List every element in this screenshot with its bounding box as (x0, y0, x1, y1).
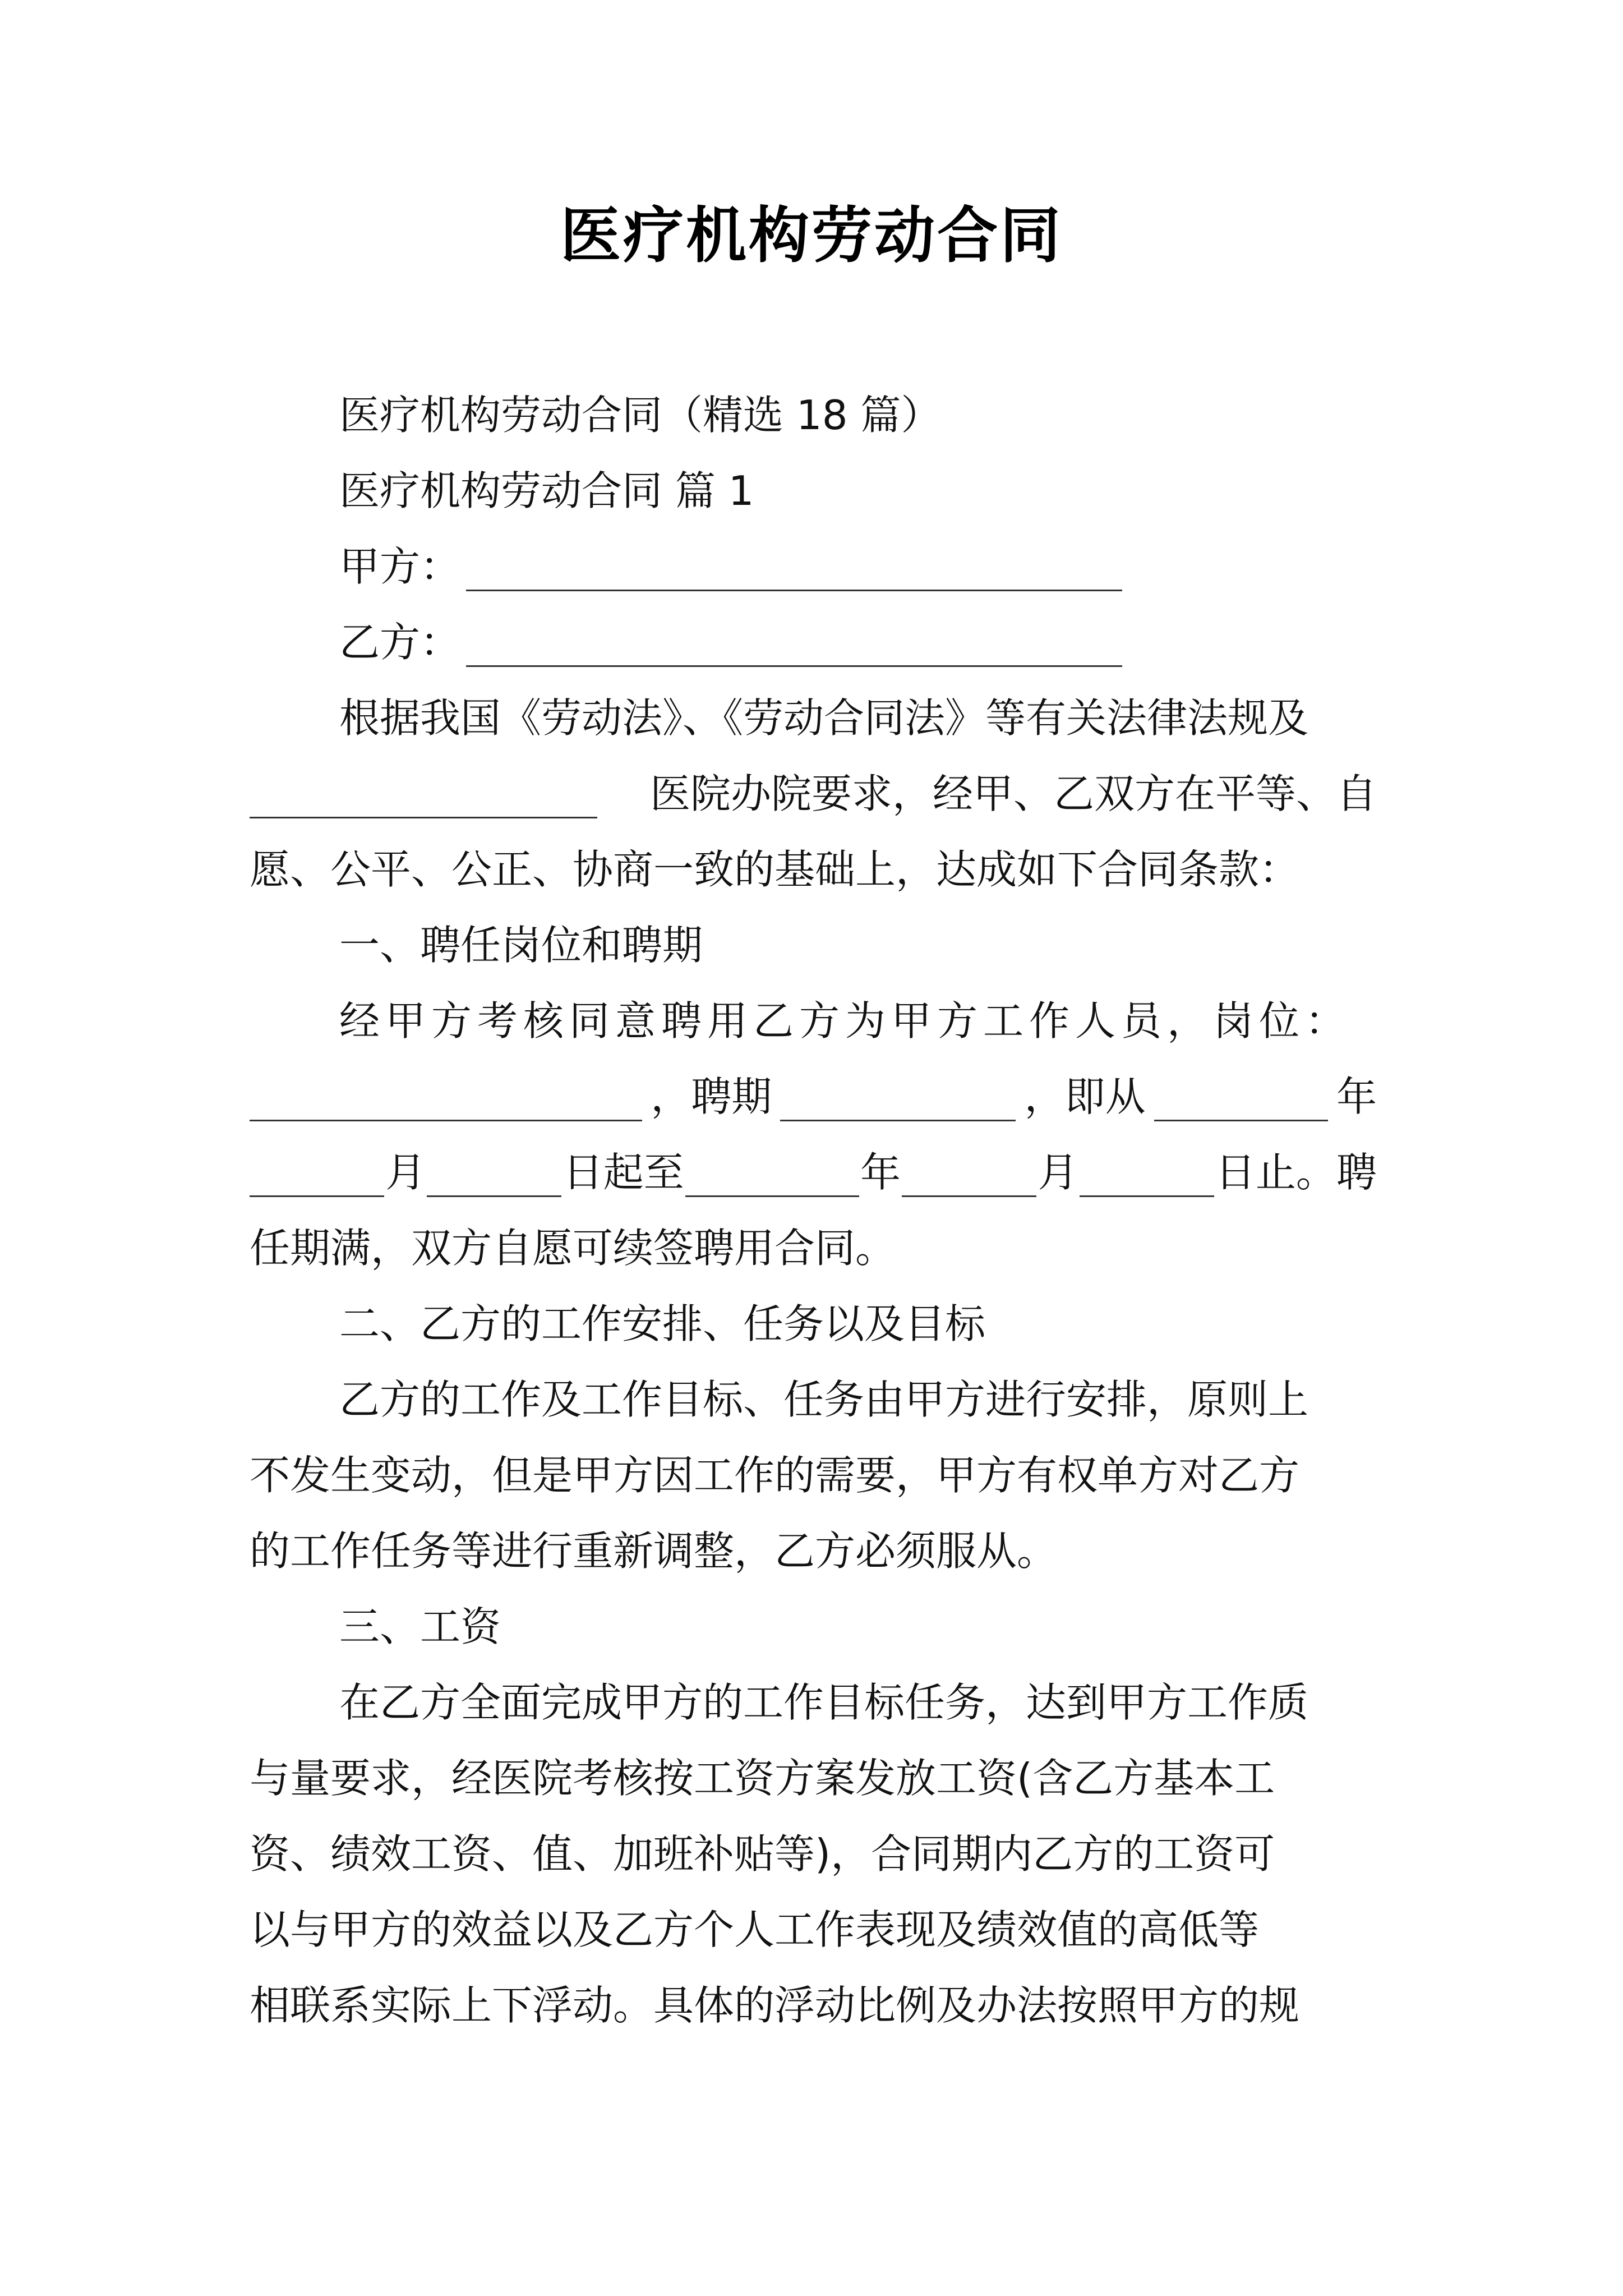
section-3-text-5: 相联系实际上下浮动。具体的浮动比例及办法按照甲方的规 (250, 1982, 1300, 2029)
start-day-blank[interactable] (427, 1148, 561, 1197)
end-year-blank[interactable] (685, 1148, 859, 1197)
section-2-heading-text: 二、乙方的工作安排、任务以及目标 (339, 1300, 986, 1347)
intro-line-1 (250, 679, 1377, 757)
section-3-line-4 (250, 1890, 1377, 1969)
section-1-heading-text: 一、聘任岗位和聘期 (339, 922, 703, 969)
section-3-heading (250, 1588, 1377, 1666)
section-3-text-3: 资、绩效工资、值、加班补贴等)，合同期内乙方的工资可 (250, 1830, 1275, 1878)
section-3-line-3 (250, 1815, 1377, 1893)
end-month-blank[interactable] (902, 1148, 1036, 1197)
section-3-line-2 (250, 1739, 1377, 1818)
intro-text-1: 根据我国《劳动法》、《劳动合同法》等有关法律法规及 (339, 694, 1309, 742)
section-3-text-1: 在乙方全面完成甲方的工作目标任务，达到甲方工作质 (339, 1679, 1309, 1726)
intro-line-3 (250, 830, 1377, 909)
section-2-text-1: 乙方的工作及工作目标、任务由甲方进行安排，原则上 (339, 1376, 1309, 1423)
end-day-blank[interactable] (1080, 1148, 1214, 1197)
party-b-row (250, 603, 1377, 682)
intro-text-3: 愿、公平、公正、协商一致的基础上，达成如下合同条款： (250, 846, 1300, 893)
section-1-text-4: 任期满，双方自愿可续签聘用合同。 (250, 1225, 896, 1272)
intro-line-2 (250, 754, 1377, 833)
section-3-line-5 (250, 1966, 1377, 2045)
section-1-heading (250, 906, 1377, 984)
section-3-text-2: 与量要求，经医院考核按工资方案发放工资(含乙方基本工 (250, 1755, 1275, 1802)
section-3-heading-text: 三、工资 (339, 1603, 501, 1650)
party-b-blank[interactable] (466, 618, 1122, 667)
end-label: 日止。聘 (1215, 1149, 1377, 1196)
section-2-text-3: 的工作任务等进行重新调整，乙方必须服从。 (250, 1527, 1058, 1575)
month-label-2: 月 (1038, 1149, 1078, 1196)
position-blank[interactable] (250, 1073, 642, 1121)
party-a-blank[interactable] (466, 542, 1122, 591)
hospital-name-blank[interactable] (250, 770, 597, 818)
chapter-text: 医疗机构劳动合同 篇 1 (339, 467, 754, 514)
section-2-line-2 (250, 1436, 1377, 1515)
term-label: ，聘期 (651, 1073, 772, 1120)
document-title: 医疗机构劳动合同 (560, 200, 1063, 271)
year-label-1: 年 (1336, 1073, 1377, 1120)
party-a-row (250, 527, 1377, 606)
intro-text-2: 医院办院要求，经甲、乙双方在平等、自 (649, 770, 1377, 817)
chapter-heading (250, 452, 1377, 530)
month-label-1: 月 (385, 1149, 426, 1196)
section-1-line-4 (250, 1209, 1377, 1287)
section-1-line-3 (250, 1133, 1377, 1212)
party-a-label: 甲方： (339, 543, 461, 590)
section-2-heading (250, 1285, 1377, 1363)
year-label-2: 年 (860, 1149, 901, 1196)
section-3-line-1 (250, 1663, 1377, 1742)
section-2-line-3 (250, 1512, 1377, 1590)
party-b-label: 乙方： (339, 619, 461, 666)
start-year-blank[interactable] (1154, 1073, 1328, 1121)
until-label: 日起至 (562, 1149, 684, 1196)
start-month-blank[interactable] (250, 1148, 384, 1197)
section-1-line-2 (250, 1057, 1377, 1136)
term-blank[interactable] (780, 1073, 1016, 1121)
section-2-text-2: 不发生变动，但是甲方因工作的需要，甲方有权单方对乙方 (250, 1452, 1300, 1499)
section-1-text-1: 经甲方考核同意聘用乙方为甲方工作人员，岗位： (339, 997, 1352, 1045)
subtitle-text: 医疗机构劳动合同（精选 18 篇） (339, 392, 942, 439)
section-3-text-4: 以与甲方的效益以及乙方个人工作表现及绩效值的高低等 (250, 1906, 1260, 1953)
section-2-line-1 (250, 1360, 1377, 1439)
section-1-line-1 (250, 982, 1377, 1060)
from-label: ，即从 (1024, 1073, 1146, 1120)
document-subtitle (250, 376, 1377, 454)
